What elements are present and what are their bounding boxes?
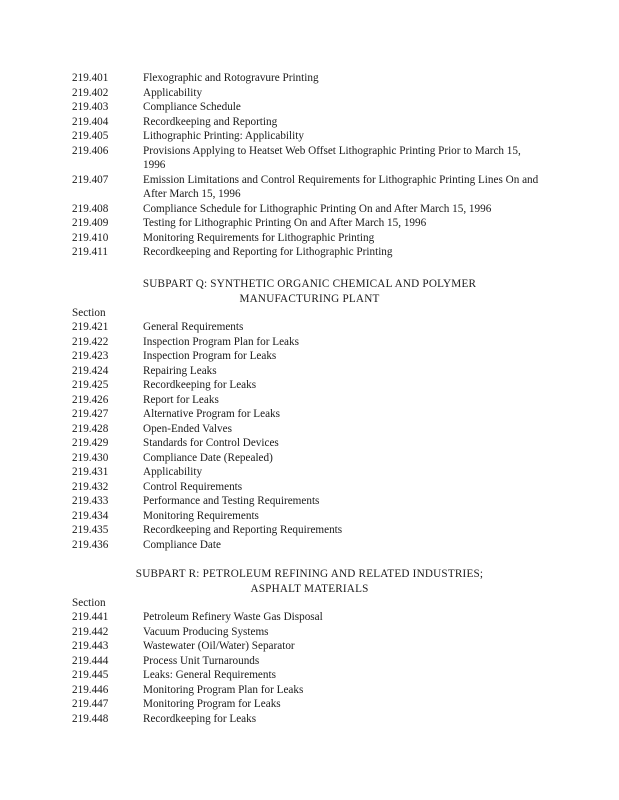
toc-group-subpart-q	[0, 320, 619, 552]
toc-entry	[0, 407, 619, 422]
toc-entry	[0, 349, 619, 364]
section-number: 219.432	[72, 480, 109, 493]
section-title: Standards for Control Devices	[143, 437, 279, 449]
toc-entry	[0, 129, 619, 144]
toc-entry	[0, 393, 619, 408]
toc-entry	[0, 100, 619, 115]
section-title: Alternative Program for Leaks	[143, 408, 280, 420]
section-number: 219.409	[72, 217, 109, 229]
section-title: Applicability	[143, 466, 203, 478]
section-title: Emission Limitations and Control Requirements for Lithographic Printing Lines On and After March 15, 1996	[143, 173, 539, 200]
section-title: Testing for Lithographic Printing On and After March 15, 1996	[143, 217, 427, 229]
toc-entry	[0, 683, 619, 698]
toc-entry	[0, 320, 619, 335]
section-number: 219.436	[72, 538, 109, 551]
toc-entry	[0, 216, 619, 231]
section-number: 219.446	[72, 683, 109, 696]
section-number: 219.403	[72, 101, 109, 113]
section-number: 219.431	[72, 466, 109, 478]
toc-entry	[0, 654, 619, 669]
toc-entry	[0, 231, 619, 246]
toc-entry	[0, 144, 619, 173]
toc-entry	[0, 668, 619, 683]
toc-group-printing	[0, 71, 619, 260]
section-number: 219.426	[72, 393, 109, 406]
section-title: Inspection Program Plan for Leaks	[143, 335, 299, 348]
section-number: 219.430	[72, 451, 109, 464]
section-title: Recordkeeping for Leaks	[143, 712, 257, 725]
section-number: 219.402	[72, 86, 109, 99]
toc-entry	[0, 465, 619, 480]
section-number: 219.441	[72, 611, 109, 623]
section-number: 219.421	[72, 321, 109, 333]
section-number: 219.424	[72, 364, 109, 377]
section-title: Recordkeeping and Reporting	[143, 115, 278, 128]
section-number: 219.405	[72, 130, 109, 142]
toc-entry	[0, 509, 619, 524]
toc-entry	[0, 451, 619, 466]
toc-entry	[0, 639, 619, 654]
section-number: 219.444	[72, 654, 109, 667]
toc-entry	[0, 378, 619, 393]
section-title: Monitoring Program Plan for Leaks	[143, 683, 304, 696]
section-title: Monitoring Requirements for Lithographic Printing	[143, 231, 375, 244]
section-number: 219.434	[72, 509, 109, 522]
subpart-q-heading	[0, 277, 619, 306]
section-title: Process Unit Turnarounds	[143, 654, 260, 667]
section-title: Inspection Program for Leaks	[143, 350, 277, 362]
section-title: Open-Ended Valves	[143, 422, 232, 435]
toc-entry	[0, 538, 619, 553]
section-title: Recordkeeping and Reporting Requirements	[143, 524, 343, 536]
section-title: Report for Leaks	[143, 393, 219, 406]
toc-entry	[0, 335, 619, 350]
subpart-q-heading-line2: MANUFACTURING PLANT	[239, 292, 380, 305]
toc-entry	[0, 202, 619, 217]
section-number: 219.445	[72, 669, 109, 681]
toc-entry	[0, 712, 619, 727]
section-title: Recordkeeping for Leaks	[143, 379, 257, 391]
toc-entry	[0, 494, 619, 509]
section-number: 219.401	[72, 72, 109, 84]
section-title: Monitoring Requirements	[143, 509, 259, 522]
toc-entry	[0, 86, 619, 101]
section-number: 219.423	[72, 350, 109, 362]
section-number: 219.429	[72, 437, 109, 449]
section-number: 219.443	[72, 640, 109, 652]
section-title: Performance and Testing Requirements	[143, 495, 320, 507]
toc-entry	[0, 115, 619, 130]
section-title: Petroleum Refinery Waste Gas Disposal	[143, 611, 323, 623]
section-title: Monitoring Program for Leaks	[143, 698, 281, 710]
section-title: Wastewater (Oil/Water) Separator	[143, 640, 295, 652]
section-number: 219.448	[72, 712, 109, 725]
section-title: Compliance Date	[143, 538, 221, 551]
toc-entry	[0, 523, 619, 538]
section-number: 219.410	[72, 231, 109, 244]
toc-entry	[0, 610, 619, 625]
section-number: 219.422	[72, 335, 109, 348]
subpart-r-heading-line2: ASPHALT MATERIALS	[250, 582, 369, 595]
toc-entry	[0, 436, 619, 451]
section-title: Leaks: General Requirements	[143, 669, 276, 681]
section-title: Compliance Schedule for Lithographic Printing On and After March 15, 1996	[143, 202, 492, 215]
section-title: Flexographic and Rotogravure Printing	[143, 72, 319, 84]
section-number: 219.447	[72, 698, 109, 710]
subpart-q-section-label: Section	[72, 307, 106, 319]
toc-entry	[0, 245, 619, 260]
section-title: Repairing Leaks	[143, 364, 217, 377]
section-title: General Requirements	[143, 321, 244, 333]
toc-entry	[0, 480, 619, 495]
section-title: Vacuum Producing Systems	[143, 625, 269, 638]
section-title: Provisions Applying to Heatset Web Offset Lithographic Printing Prior to March 15, 1996	[143, 144, 521, 171]
section-number: 219.408	[72, 202, 109, 215]
toc-entry	[0, 364, 619, 379]
toc-entry	[0, 625, 619, 640]
subpart-r-heading-line1: SUBPART R: PETROLEUM REFINING AND RELATED INDUSTRIES;	[135, 568, 484, 580]
section-title: Control Requirements	[143, 480, 243, 493]
section-title: Compliance Date (Repealed)	[143, 451, 273, 464]
section-title: Lithographic Printing: Applicability	[143, 130, 304, 142]
toc-entry	[0, 697, 619, 712]
section-number: 219.427	[72, 408, 109, 420]
section-number: 219.428	[72, 422, 109, 435]
subpart-r-section-label: Section	[72, 597, 106, 609]
section-number: 219.411	[72, 246, 108, 258]
toc-entry	[0, 71, 619, 86]
toc-group-subpart-r	[0, 610, 619, 726]
section-title: Applicability	[143, 86, 203, 99]
section-number: 219.407	[72, 173, 109, 186]
section-number: 219.425	[72, 379, 109, 391]
section-number: 219.404	[72, 115, 109, 128]
section-number: 219.442	[72, 625, 109, 638]
section-title: Compliance Schedule	[143, 101, 241, 113]
section-number: 219.435	[72, 524, 109, 536]
subpart-q-heading-line1: SUBPART Q: SYNTHETIC ORGANIC CHEMICAL AND POLYMER	[142, 278, 477, 290]
toc-entry	[0, 173, 619, 202]
section-number: 219.406	[72, 144, 109, 157]
section-title: Recordkeeping and Reporting for Lithographic Printing	[143, 246, 393, 258]
toc-entry	[0, 422, 619, 437]
section-number: 219.433	[72, 495, 109, 507]
subpart-r-heading	[0, 567, 619, 596]
